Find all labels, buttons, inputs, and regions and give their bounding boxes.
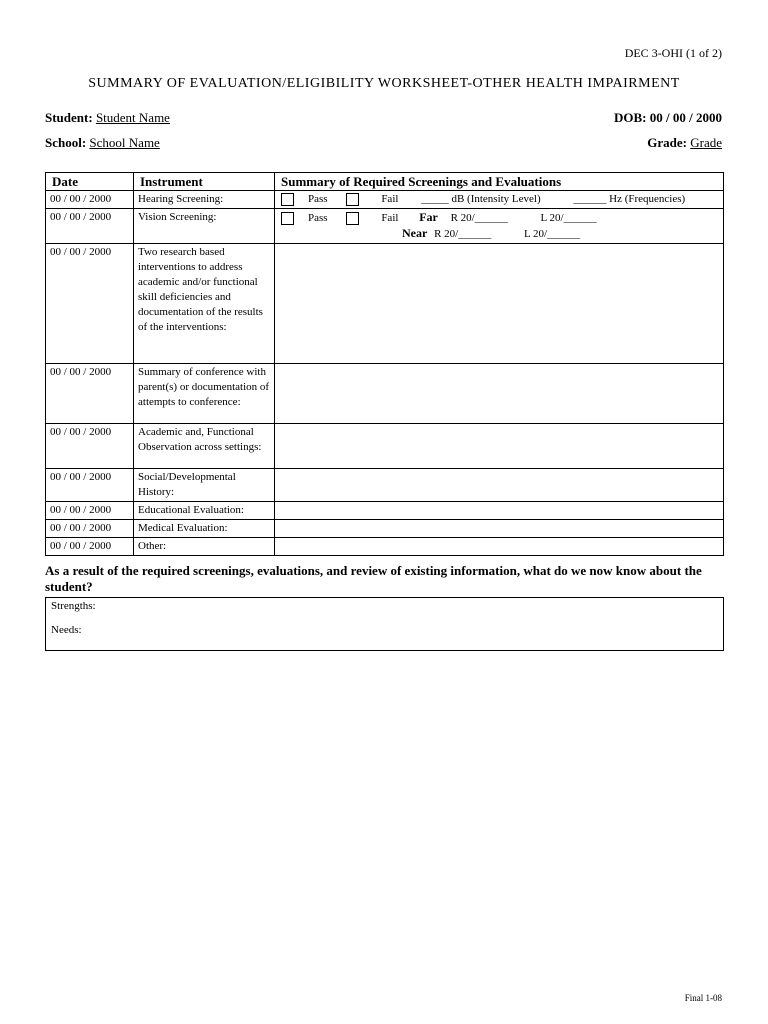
near-r-field[interactable]: R 20/______ (434, 228, 492, 240)
table-row (46, 538, 724, 556)
strengths-needs-box[interactable] (45, 597, 724, 651)
vision-summary: Pass Fail Far R 20/______ L 20/______ Near R 20/______ L 20/______ (275, 209, 724, 244)
student-name-field[interactable]: Student Name (95, 110, 170, 125)
near-l-field[interactable]: L 20/______ (523, 228, 581, 240)
grade-row (647, 135, 722, 151)
db-field[interactable]: _____ dB (Intensity Level) (421, 193, 541, 205)
pass-checkbox[interactable] (281, 212, 294, 225)
far-label: Far (419, 210, 438, 224)
grade-field[interactable]: Grade (690, 135, 722, 150)
instrument-cell: Educational Evaluation: (134, 502, 275, 520)
header-summary: Summary of Required Screenings and Evaluations (275, 173, 724, 191)
summary-cell[interactable] (275, 424, 724, 469)
date-cell[interactable]: 00 / 00 / 2000 (46, 424, 134, 469)
table-row-hearing (46, 191, 724, 209)
summary-cell[interactable] (275, 244, 724, 364)
table-row (46, 469, 724, 502)
table-row (46, 424, 724, 469)
header-date: Date (46, 173, 134, 191)
evaluation-table (45, 172, 724, 556)
student-row (45, 110, 170, 126)
table-header-row (46, 173, 724, 191)
instrument-cell: Academic and, Functional Observation across settings: (134, 424, 275, 469)
grade-label: Grade: (647, 135, 687, 150)
fail-checkbox[interactable] (346, 193, 359, 206)
instrument-cell: Two research based interventions to address academic and/or functional skill deficiencies and documentation of the results of the interventions: (134, 244, 275, 364)
summary-cell[interactable] (275, 469, 724, 502)
instrument-cell: Social/Developmental History: (134, 469, 275, 502)
fail-checkbox[interactable] (346, 212, 359, 225)
footer-version: Final 1-08 (684, 993, 722, 1003)
date-cell[interactable]: 00 / 00 / 2000 (46, 469, 134, 502)
school-label: School: (45, 135, 87, 150)
table-row-vision (46, 209, 724, 244)
table-row (46, 364, 724, 424)
table-row (46, 244, 724, 364)
instrument-cell: Medical Evaluation: (134, 520, 275, 538)
date-cell[interactable]: 00 / 00 / 2000 (46, 244, 134, 364)
student-label: Student: (45, 110, 93, 125)
date-cell[interactable]: 00 / 00 / 2000 (46, 364, 134, 424)
table-row (46, 502, 724, 520)
summary-cell[interactable] (275, 538, 724, 556)
date-cell[interactable]: 00 / 00 / 2000 (46, 191, 134, 209)
summary-cell[interactable] (275, 520, 724, 538)
instrument-cell: Hearing Screening: (134, 191, 275, 209)
summary-question: As a result of the required screenings, evaluations, and review of existing information, what do we now know about the student? (45, 563, 702, 594)
form-id: DEC 3-OHI (1 of 2) (624, 46, 722, 60)
strengths-label: Strengths: (51, 600, 96, 612)
date-cell[interactable]: 00 / 00 / 2000 (46, 209, 134, 244)
date-cell[interactable]: 00 / 00 / 2000 (46, 538, 134, 556)
school-row (45, 135, 160, 151)
instrument-cell: Summary of conference with parent(s) or documentation of attempts to conference: (134, 364, 275, 424)
needs-label: Needs: (51, 624, 82, 636)
dob-field[interactable]: DOB: 00 / 00 / 2000 (614, 110, 722, 125)
near-label: Near (402, 226, 428, 240)
summary-cell[interactable] (275, 364, 724, 424)
pass-checkbox[interactable] (281, 193, 294, 206)
hz-field[interactable]: ______ Hz (Frequencies) (573, 193, 686, 205)
header-instrument: Instrument (134, 173, 275, 191)
school-name-field[interactable]: School Name (89, 135, 160, 150)
instrument-cell: Vision Screening: (134, 209, 275, 244)
far-r-field[interactable]: R 20/______ (450, 212, 508, 224)
page-title: SUMMARY OF EVALUATION/ELIGIBILITY WORKSHEET-OTHER HEALTH IMPAIRMENT (88, 76, 680, 91)
far-l-field[interactable]: L 20/______ (540, 212, 597, 224)
table-row (46, 520, 724, 538)
date-cell[interactable]: 00 / 00 / 2000 (46, 520, 134, 538)
hearing-summary: Pass Fail _____ dB (Intensity Level) ______ Hz (Frequencies) (275, 191, 724, 209)
date-cell[interactable]: 00 / 00 / 2000 (46, 502, 134, 520)
summary-cell[interactable] (275, 502, 724, 520)
instrument-cell: Other: (134, 538, 275, 556)
